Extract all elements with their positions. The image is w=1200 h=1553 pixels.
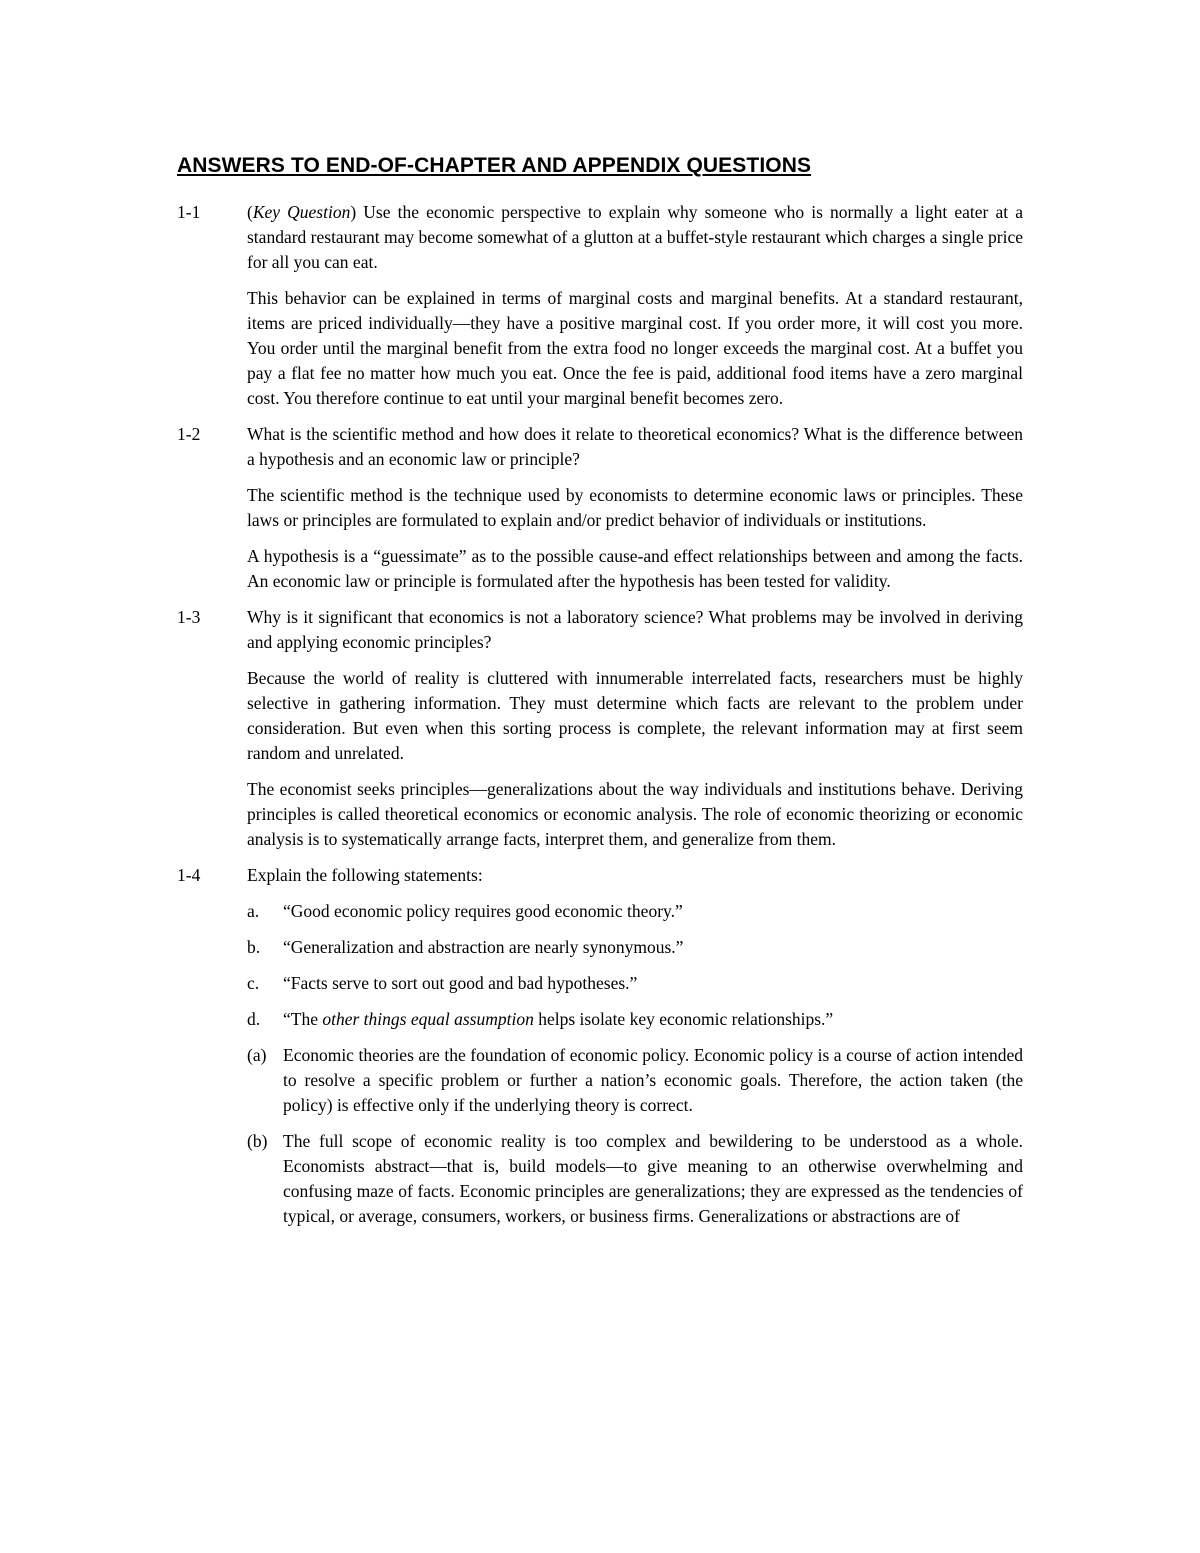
- document-content: [177, 154, 1023, 1240]
- key-question-label: Key Question: [252, 202, 351, 222]
- answer-paragraph: The economist seeks principles—generalizations about the way individuals and institutions behave. Deriving principles is called theoretical economics or economic analysis. The role of economic theorizing or economic analysis is to systematically arrange facts, interpret them, and generalize from them.: [247, 779, 1023, 849]
- answer-paragraph: This behavior can be explained in terms of marginal costs and marginal benefits. At a standard restaurant, items are priced individually—they have a positive marginal cost. If you order more, it will cost you more. You order until the marginal benefit from the extra food no longer exceeds the marginal cost. At a buffet you pay a flat fee no matter how much you eat. Once the fee is paid, additional food items have a zero marginal cost. You therefore continue to eat until your marginal benefit becomes zero.: [247, 288, 1023, 408]
- question-number: 1-2: [177, 424, 201, 444]
- statement-label: b.: [247, 937, 261, 957]
- question-1-3: [177, 605, 1023, 852]
- answer-text: The full scope of economic reality is too complex and bewildering to be understood as a whole. Economists abstract—that is, build models—to give meaning to an otherwise overwhelming and confusing maze of facts. Economic principles are generalizations; they are expressed as the tendencies of typical, or average, consumers, workers, or business firms. Generalizations or abstractions are of: [283, 1131, 1023, 1226]
- answer-paragraph: Because the world of reality is cluttered with innumerable interrelated facts, researchers must be highly selective in gathering information. They must determine which facts are relevant to the problem under consideration. But even when this sorting process is complete, the relevant information may at first seem random and unrelated.: [247, 668, 1023, 763]
- statement-text: “The other things equal assumption helps isolate key economic relationships.”: [283, 1009, 834, 1029]
- answer-paragraph: The scientific method is the technique used by economists to determine economic laws or principles. These laws or principles are formulated to explain and/or predict behavior of individuals or institutions.: [247, 485, 1023, 530]
- question-prompt: (Key Question) Use the economic perspective to explain why someone who is normally a light eater at a standard restaurant may become somewhat of a glutton at a buffet-style restaurant which charges a single price for all you can eat.: [247, 202, 1023, 272]
- statement-label: a.: [247, 901, 260, 921]
- statement-item: [247, 935, 1023, 960]
- statement-item: [247, 899, 1023, 924]
- question-prompt: What is the scientific method and how does it relate to theoretical economics? What is the difference between a hypothesis and an economic law or principle?: [247, 424, 1023, 469]
- emphasis-text: other things equal assumption: [322, 1009, 534, 1029]
- question-number: 1-3: [177, 607, 201, 627]
- question-1-1: [177, 200, 1023, 411]
- answer-label: (b): [247, 1131, 268, 1151]
- statement-label: c.: [247, 973, 260, 993]
- question-number: 1-4: [177, 865, 201, 885]
- answer-paragraph: A hypothesis is a “guessimate” as to the possible cause-and effect relationships between and among the facts. An economic law or principle is formulated after the hypothesis has been tested for validity.: [247, 546, 1023, 591]
- page-title: ANSWERS TO END-OF-CHAPTER AND APPENDIX QUESTIONS: [177, 154, 812, 177]
- answer-item: [247, 1043, 1023, 1118]
- statement-text: “Generalization and abstraction are nearly synonymous.”: [283, 937, 684, 957]
- statement-text: “Good economic policy requires good economic theory.”: [283, 901, 683, 921]
- statement-item: [247, 971, 1023, 996]
- question-1-2: [177, 422, 1023, 594]
- question-prompt: Why is it significant that economics is not a laboratory science? What problems may be involved in deriving and applying economic principles?: [247, 607, 1023, 652]
- answer-item: [247, 1129, 1023, 1229]
- statement-text: “Facts serve to sort out good and bad hypotheses.”: [283, 973, 638, 993]
- question-1-4: [177, 863, 1023, 1229]
- answer-label: (a): [247, 1045, 267, 1065]
- question-number: 1-1: [177, 202, 201, 222]
- answer-text: Economic theories are the foundation of economic policy. Economic policy is a course of action intended to resolve a specific problem or further a nation’s economic goals. Therefore, the action taken (the policy) is effective only if the underlying theory is correct.: [283, 1045, 1023, 1115]
- statement-label: d.: [247, 1009, 261, 1029]
- question-prompt: Explain the following statements:: [247, 865, 483, 885]
- statement-item: [247, 1007, 1023, 1032]
